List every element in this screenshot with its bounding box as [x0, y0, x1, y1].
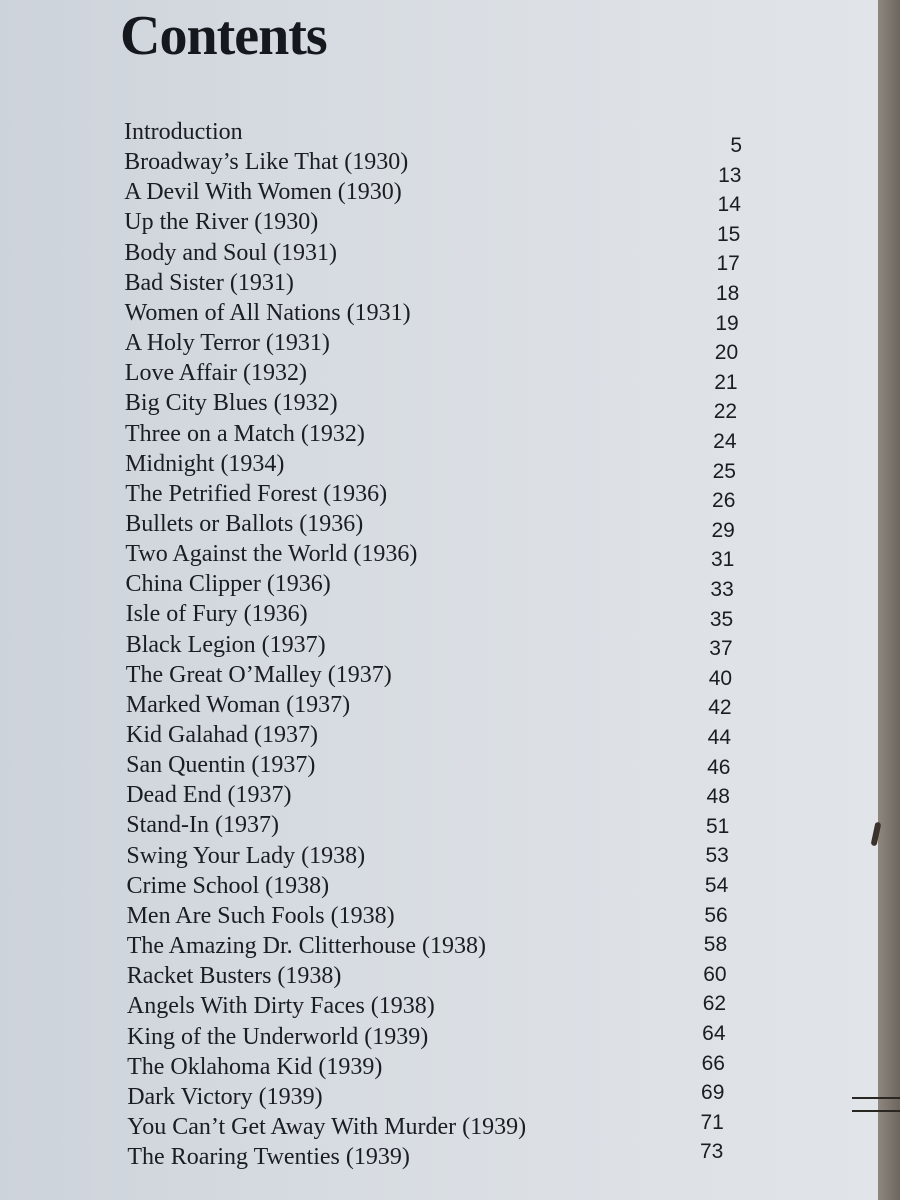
toc-entry-page-number: 33 — [710, 578, 734, 601]
page-edge-mark — [852, 1097, 900, 1099]
page-title: Contents — [120, 5, 327, 67]
page-edge — [878, 0, 900, 1200]
toc-entry-page-number: 46 — [707, 755, 731, 779]
toc-entry-title: Two Against the World (1936) — [125, 541, 418, 568]
toc-entry-page-number: 35 — [709, 607, 734, 631]
toc-entry-page-number: 42 — [708, 696, 732, 720]
toc-entry-title: Up the River (1930) — [124, 209, 319, 236]
toc-entry-title: The Great O’Malley (1937) — [125, 661, 392, 688]
toc-entry-page-number: 17 — [716, 252, 740, 276]
toc-entry-title: Dead End (1937) — [126, 782, 292, 809]
toc-entry-title: You Can’t Get Away With Murder (1939) — [127, 1113, 527, 1140]
toc-entry-title: Midnight (1934) — [125, 450, 285, 477]
toc-entry-page-number: 14 — [717, 193, 741, 217]
toc-entry-title: Black Legion (1937) — [125, 631, 326, 658]
toc-entry-page-number: 18 — [715, 282, 740, 305]
toc-entry-title: The Roaring Twenties (1939) — [127, 1144, 410, 1171]
toc-entry-title: Dark Victory (1939) — [127, 1083, 323, 1110]
toc-entry-title: Bullets or Ballots (1936) — [125, 510, 364, 537]
toc-entry-title: Racket Busters (1938) — [126, 963, 342, 990]
toc-entry-title: Men Are Such Fools (1938) — [126, 902, 395, 929]
toc-entry-title: Love Affair (1932) — [124, 360, 307, 387]
toc-entry-title: China Clipper (1936) — [125, 571, 331, 598]
toc-entry-page-number: 48 — [706, 785, 730, 809]
toc-entry-title: Marked Woman (1937) — [125, 691, 351, 718]
toc-entry-page-number: 13 — [718, 163, 742, 187]
toc-entry-title: The Petrified Forest (1936) — [125, 480, 388, 507]
toc-entry-page-number: 31 — [710, 548, 735, 572]
toc-entry-page-number: 5 — [730, 134, 742, 157]
toc-entry-title: Kid Galahad (1937) — [126, 722, 318, 748]
toc-entry-title: Isle of Fury (1936) — [125, 601, 308, 628]
toc-entry-page-number: 71 — [700, 1110, 724, 1134]
toc-entry-title: Angels With Dirty Faces (1938) — [126, 993, 435, 1020]
toc-entry-page-number: 15 — [716, 222, 741, 246]
toc-entry-title: The Amazing Dr. Clitterhouse (1938) — [126, 933, 486, 960]
toc-entry-title: Bad Sister (1931) — [124, 269, 294, 296]
toc-entry-title: A Devil With Women (1930) — [124, 179, 402, 206]
toc-entry-page-number: 60 — [703, 962, 727, 986]
toc-entry-title: Body and Soul (1931) — [124, 239, 338, 266]
toc-entry-page-number: 73 — [699, 1140, 724, 1164]
toc-entry-page-number: 24 — [713, 430, 737, 453]
toc-entry-page-number: 69 — [701, 1081, 725, 1105]
toc-entry-title: The Oklahoma Kid (1939) — [127, 1053, 383, 1080]
toc-entry-page-number: 44 — [707, 726, 731, 749]
toc-entry-title: Swing Your Lady (1938) — [126, 842, 366, 869]
toc-entry-title: Big City Blues (1932) — [124, 390, 338, 417]
toc-entry-title: Crime School (1938) — [126, 872, 330, 899]
toc-entry-page-number: 22 — [713, 400, 738, 424]
toc-entry-page-number: 64 — [702, 1022, 726, 1045]
toc-entry-page-number: 40 — [708, 666, 733, 690]
toc-entry-title: Three on a Match (1932) — [125, 420, 365, 447]
toc-entry-page-number: 51 — [705, 814, 730, 838]
toc-entry-page-number: 56 — [704, 903, 728, 927]
toc-entry-page-number: 37 — [709, 637, 733, 661]
toc-entry-title: Broadway’s Like That (1930) — [124, 149, 409, 176]
toc-entry-page-number: 25 — [712, 459, 736, 483]
toc-entry-page-number: 21 — [714, 370, 738, 394]
toc-entry-page-number: 62 — [702, 992, 727, 1016]
toc-entry-title: Stand-In (1937) — [126, 812, 279, 839]
toc-entry-title: Women of All Nations (1931) — [124, 299, 411, 326]
toc-entry-page-number: 53 — [705, 844, 729, 868]
toc-entry-title: King of the Underworld (1939) — [127, 1023, 429, 1050]
toc-entry-page-number: 29 — [711, 518, 735, 542]
toc-entry-page-number: 58 — [703, 933, 728, 957]
toc-entry-page-number: 26 — [712, 489, 736, 513]
toc-entry-title: San Quentin (1937) — [126, 752, 316, 779]
toc-entry-title: Introduction — [124, 119, 243, 145]
toc-entry-page-number: 66 — [701, 1051, 725, 1075]
toc-entry-page-number: 19 — [715, 311, 739, 335]
toc-entry-title: A Holy Terror (1931) — [124, 330, 330, 357]
toc-entry-page-number: 54 — [704, 874, 729, 897]
page-edge-mark — [852, 1110, 900, 1112]
toc-entry-page-number: 20 — [714, 341, 739, 365]
